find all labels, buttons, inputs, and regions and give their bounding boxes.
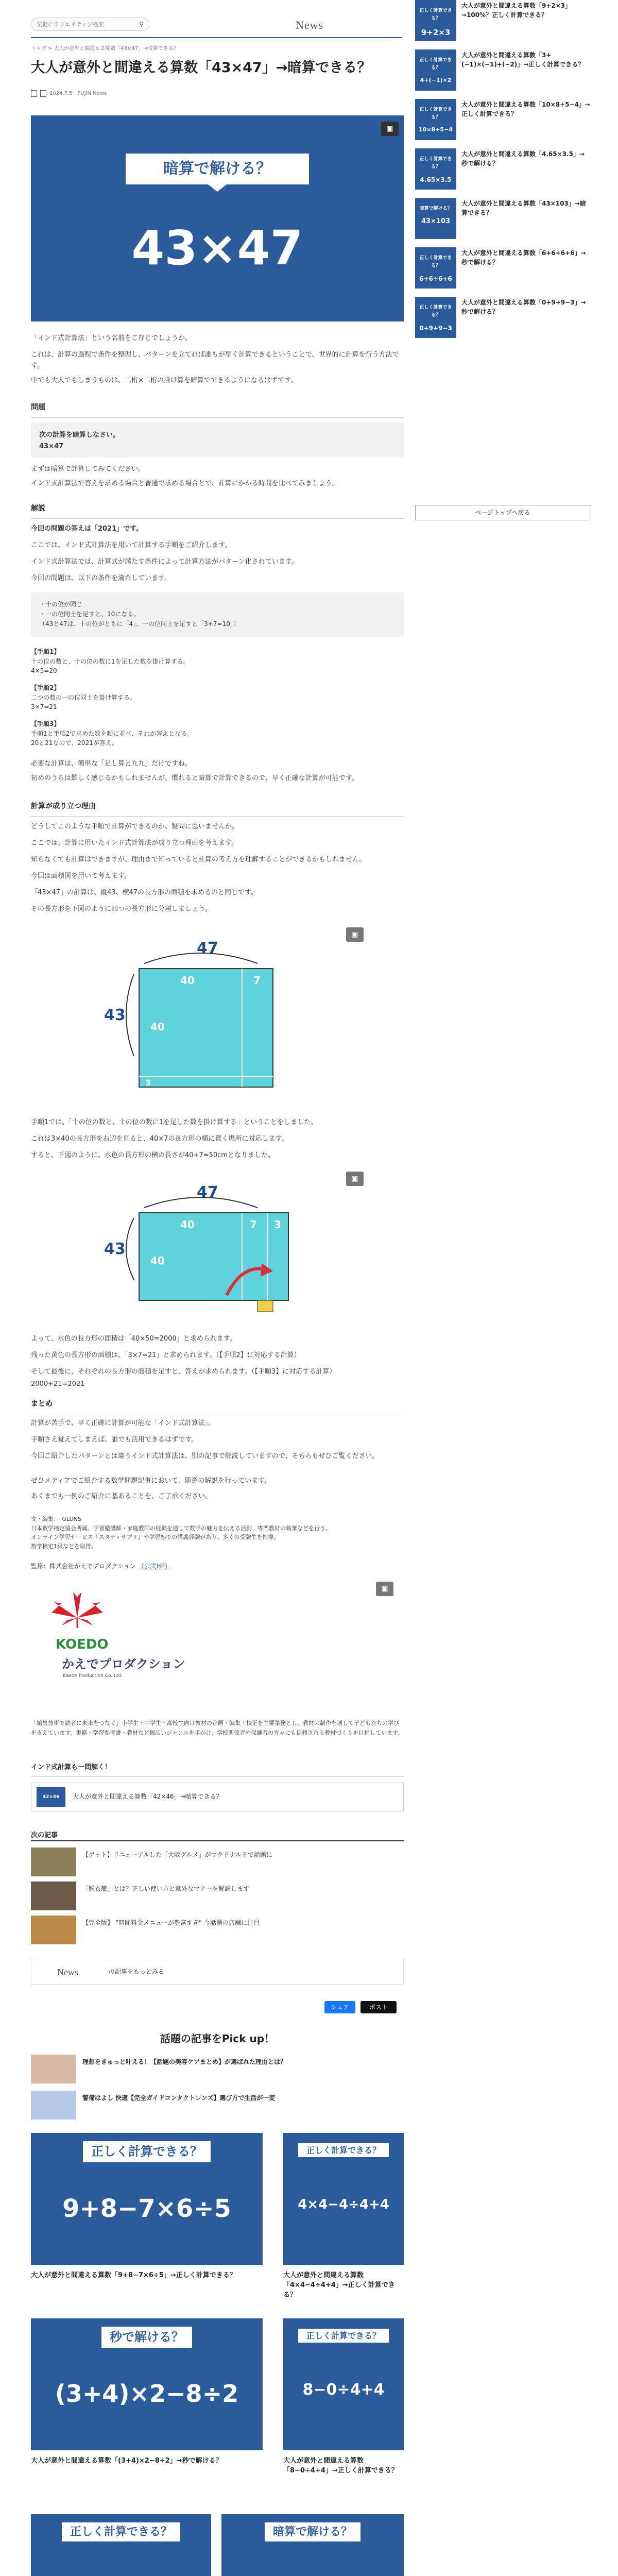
card-5-ribbon: 正しく計算できる？: [62, 2522, 180, 2541]
why-5: 「43×47」の計算は、縦43、横47の長方形の面積を求めるのと同じです。: [31, 889, 258, 896]
step-3-calc: 20と21なので、2021が答え。: [31, 739, 118, 747]
article-title: 大人が意外と間違える算数「43×47」→暗算できる？: [31, 60, 371, 76]
svg-text:43: 43: [104, 1006, 126, 1024]
sidebar-thumb-6: 正しく計算できる？ 6+6÷6+6: [415, 247, 456, 289]
step-3-head: 【手順3】: [31, 720, 60, 727]
area-diagram-1-svg: [31, 922, 404, 1106]
pickup-title-2[interactable]: 警備はよし 快適【完全ガイドコンタクトレンズ】選び方で生活が一変: [82, 2094, 276, 2102]
intro-3: 中でも大人でもしまうものは、二桁×二桁の掛け算を暗算でできるようになるはずです。: [31, 377, 298, 384]
sidebar-thumb-7: 正しく計算できる？ 0+9+9−3: [415, 297, 456, 338]
sidebar-thumb-5: 暗算で解ける？ 43×103: [415, 198, 456, 239]
section-answer: 解説: [31, 503, 404, 519]
svg-text:40: 40: [150, 1255, 165, 1267]
card-4-expr: 8−0÷4+4: [302, 2381, 385, 2399]
pickup-title-1[interactable]: 理想をきゅっと叶える！【話題の美容ケアまとめ】が選ばれた理由とは？: [82, 2058, 287, 2065]
mid-1: 手順1では、「十の位の数と、十の位の数に1を足した数を掛け算する」ということをしました。: [31, 1118, 318, 1126]
step-1: [31, 647, 404, 676]
pickup-item-2[interactable]: [31, 2091, 404, 2120]
svg-text:40: 40: [180, 1218, 195, 1231]
card-3-caption[interactable]: 大人が意外と間違える算数「(3+4)×2−8÷2」→秒で解ける？: [31, 2457, 222, 2465]
section-why: 計算が成り立つ理由: [31, 801, 404, 817]
next-thumb-3: [31, 1916, 76, 1944]
sidebar-item-7[interactable]: [415, 297, 590, 338]
sidebar-item-4[interactable]: [415, 148, 590, 190]
step-2: [31, 683, 404, 712]
svg-text:7: 7: [253, 974, 261, 987]
breadcrumb[interactable]: トップ > 大人が意外と間違える算数「43×47」→暗算できる？: [31, 46, 179, 52]
related-card[interactable]: [31, 1783, 404, 1811]
article-meta: [31, 89, 107, 98]
sidebar-item-6[interactable]: [415, 247, 590, 289]
svg-text:3: 3: [145, 1078, 151, 1088]
card-3-expr: (3+4)×2−8÷2: [55, 2379, 239, 2408]
summary-4: ぜひメディアでご紹介する数学問題記事において、随意の解説を行っています。: [31, 1477, 271, 1485]
sidebar-thumb-3: 正しく計算できる？ 10×8÷5−4: [415, 99, 456, 140]
card-6-expr: [221, 2570, 404, 2576]
next-thumb-2: [31, 1882, 76, 1910]
editor-4: 数学検定1級などを取得。: [31, 1543, 97, 1550]
next-thumb-1: [31, 1848, 76, 1876]
pickup-card-3[interactable]: [31, 2318, 263, 2450]
pickup-thumb-2: [31, 2091, 76, 2120]
mid-2: これは3×40の長方形を右辺を見ると、40×7の長方形の横に置く場所に対応します。: [31, 1135, 288, 1143]
step-1-calc: 4×5=20: [31, 667, 57, 675]
why-6: その長方形を下図のように四つの長方形に分割しましょう。: [31, 905, 212, 913]
sidebar-thumb-4: 正しく計算できる？ 4.65×3.5: [415, 148, 456, 190]
sidebar-title-6[interactable]: 大人が意外と間違える算数「6+6÷6+6」→秒で解ける？: [461, 249, 586, 266]
card-5-expr: [31, 2570, 211, 2576]
card-3-ribbon: 秒で解ける？: [101, 2327, 192, 2348]
related-heading: インド式計算も一問解く！: [31, 1762, 404, 1777]
more-logo: News: [57, 1967, 78, 1977]
page-top-button[interactable]: ページトップへ戻る: [415, 505, 590, 520]
related-thumb: 42×46: [37, 1787, 65, 1807]
summary-1: 計算が苦手で、早く正確に計算が可能な「インド式計算法」。: [31, 1419, 215, 1427]
facebook-share-button[interactable]: シェア: [324, 2001, 355, 2013]
hero-expression: 43×47: [131, 221, 303, 276]
pickup-item-1[interactable]: [31, 2055, 404, 2083]
step-1-body: 十の位の数と、十の位の数に1を足した数を掛け算する。: [31, 657, 190, 665]
editor-1: 文・編集： GLUNS: [31, 1516, 81, 1522]
answer-text-1: ここでは、インド式計算法を用いて計算する手順をご紹介します。: [31, 541, 231, 549]
next-title-1[interactable]: 【ゲット】リニューアルした「大阪グルメ」がマクドナルドで話題に: [82, 1851, 272, 1858]
more-articles-bar[interactable]: [31, 1958, 404, 1985]
after-3: そして最後に、それぞれの長方形の面積を足すと、答えが求められます。（【手順3】に対応する計算）: [31, 1368, 336, 1376]
editor-block: [31, 1515, 404, 1551]
kaede-logo-block: [31, 1582, 404, 1705]
why-2: ここでは、計算に用いたインド式計算法が成り立つ理由を考えます。: [31, 839, 238, 847]
svg-text:KOEDO: KOEDO: [56, 1637, 109, 1652]
svg-text:43: 43: [104, 1240, 126, 1258]
bookmark-icon[interactable]: [31, 90, 37, 97]
step-2-body: 二つの数の一の位同士を掛け算する。: [31, 693, 136, 701]
question-expression: 43×47: [39, 443, 64, 451]
summary-5: あくまでも一例のご紹介に基あることを、ご了承ください。: [31, 1493, 212, 1500]
condition-1: ・十の位が同じ: [39, 601, 83, 608]
card-2-ribbon: 正しく計算できる？: [298, 2143, 389, 2157]
site-logo[interactable]: News: [296, 19, 324, 31]
answer-text-3: 今回の問題は、以下の条件を満たしています。: [31, 574, 171, 582]
mid-3: すると、下図のように、水色の長方形の横の長さが40+7=50cmとなりました。: [31, 1151, 274, 1159]
provider-line: [31, 1561, 404, 1571]
question-label: 次の計算を暗算しなさい。: [39, 431, 120, 439]
summary-3: 今回ご紹介したパターンとは違うインド式計算法は、別の記事で解説していますので、そちらもぜひご覧ください。: [31, 1452, 379, 1460]
step-1-head: 【手順1】: [31, 648, 60, 655]
sidebar-title-7[interactable]: 大人が意外と間違える算数「0+9+9−3」→秒で解ける？: [461, 299, 586, 315]
after-2: 残った黄色の長方形の面積は、「3×7=21」と求められます。（【手順2】に対応する計算）: [31, 1351, 301, 1359]
next-title-2[interactable]: 「脱衣籠」とは？正しい使い方と意外なマナーを解説します: [82, 1885, 250, 1892]
section-summary: まとめ: [31, 1398, 404, 1414]
pickup-thumb-1: [31, 2055, 76, 2083]
provider-name: 監修：株式会社かえでプロダクション: [31, 1563, 136, 1570]
area-diagram-2: [31, 1166, 404, 1321]
card-6-ribbon: 暗算で解ける？: [265, 2522, 360, 2541]
card-4-ribbon: 正しく計算できる？: [298, 2329, 389, 2343]
step-2-calc: 3×7=21: [31, 703, 57, 711]
sidebar-item-5[interactable]: [415, 198, 590, 239]
card-1-expr: 9+8−7×6÷5: [62, 2194, 231, 2223]
kaede-sub: Kaede Production Co.,Ltd.: [63, 1673, 123, 1679]
sidebar-title-2[interactable]: 大人が意外と間違える算数「3+(−1)×(−1)+(−2)」→正しく計算できる？: [461, 52, 585, 68]
sidebar-item-3[interactable]: [415, 99, 590, 140]
sidebar-thumb-1: 正しく計算できる？ 9+2×3: [415, 0, 456, 41]
next-item-1[interactable]: [31, 1848, 404, 1876]
card-1-caption[interactable]: 大人が意外と間違える算数「9+8−7×6÷5」→正しく計算できる？: [31, 2272, 236, 2279]
step-3-body: 手順1と手順2で求めた数を順に並べ、それが答えとなる。: [31, 730, 194, 737]
why-1: どうしてこのような手順で計算ができるのか、疑問に思いませんか。: [31, 823, 239, 831]
after-4: 2000+21=2021: [31, 1380, 85, 1388]
hero-image: [31, 115, 404, 321]
after-1: よって、水色の長方形の面積は「40×50=2000」と求められます。: [31, 1335, 236, 1343]
step-2-head: 【手順2】: [31, 684, 60, 691]
sidebar-thumb-2: 正しく計算できる？ 4+(−1)×2: [415, 49, 456, 91]
question-text-1: まずは暗算で計算してみてください。: [31, 465, 145, 473]
svg-text:40: 40: [180, 974, 195, 987]
sidebar-title-1[interactable]: 大人が意外と間違える算数「9+2×3」→100%？正しく計算できる？: [461, 2, 572, 19]
section-question: 問題: [31, 402, 404, 418]
kaede-name: かえでプロダクション: [62, 1657, 185, 1671]
search-input[interactable]: [37, 21, 139, 28]
camera-icon[interactable]: ▣: [346, 927, 364, 942]
intro-1: 「インド式計算法」という名前をご存じでしょうか。: [31, 334, 192, 342]
pickup-card-4[interactable]: [283, 2318, 404, 2450]
pickup-card-1[interactable]: [31, 2133, 263, 2265]
header-rule: [31, 37, 402, 38]
camera-icon[interactable]: ▣: [346, 1172, 364, 1186]
why-4: 今回は面積図を用いて考えます。: [31, 872, 131, 880]
next-item-3[interactable]: [31, 1916, 404, 1944]
camera-icon[interactable]: ▣: [381, 122, 399, 136]
sidebar-item-2[interactable]: [415, 49, 590, 91]
camera-icon[interactable]: ▣: [376, 1582, 393, 1596]
card-2-expr: 4×4−4÷4+4: [298, 2197, 389, 2213]
area-diagram-1: [31, 922, 404, 1106]
sidebar-title-5[interactable]: 大人が意外と間違える算数「43×103」→暗算できる？: [461, 200, 586, 216]
editor-3: オンライン学習サービス『スタディサプリ』や学習塾での講義経験があり、多くの受験生を指導。: [31, 1534, 280, 1541]
svg-text:47: 47: [197, 1183, 218, 1201]
card-4-caption[interactable]: 大人が意外と間違える算数「8−0÷4+4」→正しく計算できる？: [283, 2457, 398, 2475]
next-title-3[interactable]: 【完全版】 ”時間料金メニューが豊富すぎ” 今話題の店舗に注目: [82, 1919, 260, 1926]
hero-ribbon: 暗算で解ける？: [126, 154, 309, 184]
why-3: 知らなくても計算はできますが、理由まで知っていると計算の考え方を理解することができるかもしれません。: [31, 856, 366, 863]
summary-2: 手順さえ覚えてしまえば、誰でも活用できるはずです。: [31, 1436, 198, 1444]
search-icon[interactable]: ⚲: [139, 20, 144, 28]
answer-tail-1: 必要な計算は、簡単な「足し算と九九」だけですね。: [31, 760, 192, 768]
related-link[interactable]: 大人が意外と間違える算数「42×46」→暗算できる？: [73, 1793, 222, 1800]
x-post-button[interactable]: ポスト: [360, 2001, 397, 2013]
condition-2: ・一の位同士を足すと、10になる。: [39, 611, 140, 618]
card-1-ribbon: 正しく計算できる？: [83, 2141, 211, 2162]
search-box[interactable]: [31, 18, 149, 31]
card-2-caption[interactable]: 大人が意外と間違える算数「4×4−4÷4+4」→正しく計算できる？: [283, 2272, 395, 2299]
next-item-2[interactable]: [31, 1882, 404, 1910]
answer-tail-2: 初めのうちは難しく感じるかもしれませんが、慣れると暗算で計算できるので、早く正確な計算が可能です。: [31, 774, 358, 782]
share-icon[interactable]: [40, 90, 46, 97]
area-diagram-2-svg: [31, 1166, 404, 1321]
sidebar-item-1[interactable]: [415, 0, 590, 41]
svg-text:40: 40: [150, 1021, 165, 1033]
svg-text:47: 47: [197, 939, 218, 957]
step-3: [31, 719, 404, 748]
condition-box: [31, 592, 404, 637]
provider-link[interactable]: （公式HP）: [138, 1563, 171, 1570]
more-articles-label[interactable]: の記事をもっとみる: [109, 1968, 165, 1975]
intro-2: これは、計算の過程で条件を整理し、パターンを立てれば誰もが早く計算できるということで、世界的に計算を行う方法です。: [31, 351, 399, 370]
sidebar-title-3[interactable]: 大人が意外と間違える算数「10×8÷5−4」→正しく計算できる？: [461, 101, 590, 117]
next-heading: 次の記事: [31, 1830, 404, 1841]
editor-2: 日本数学検定協会所属。学習塾講師・家庭教師の経験を通して数学の魅力を伝える活動、専門教材の執筆などを行う。: [31, 1524, 331, 1532]
kaede-description: 「編集技術で読者に未来をつなぐ」小学生・中学生・高校生向け教材の企画・編集・校正を主要業務とし、教材の制作を通して子どもたちの学びを支えています。書籍・学習参考書・教材など幅広いジャンルを手がけ、学校関係者や保護者の方々にも信頼される教材づくりを目指しています。: [31, 1720, 404, 1736]
answer-text-2: インド式計算法では、計算式が満たす条件によって計算方法がパターン化されています。: [31, 558, 298, 566]
pickup-card-5[interactable]: [31, 2514, 211, 2576]
article-date: 2024.7.5 FUJIN News: [49, 91, 107, 96]
svg-text:3: 3: [274, 1218, 281, 1231]
question-text-2: インド式計算法で答えを求める場合と普通で求める場合とで、計算にかかる時間を比べてみましょう。: [31, 480, 339, 487]
condition-3: （43と47は、十の位がともに「4」、一の位同士を足すと「3+7=10」）: [39, 620, 239, 628]
pickup-heading: 話題の記事をPick up！: [160, 2032, 275, 2045]
sidebar-title-4[interactable]: 大人が意外と間違える算数「4.65×3.5」→秒で解ける？: [461, 150, 585, 167]
pickup-card-6[interactable]: [221, 2514, 404, 2576]
svg-text:7: 7: [250, 1218, 257, 1231]
question-box: [31, 422, 404, 457]
pickup-card-2[interactable]: [283, 2133, 404, 2265]
answer-lead: 今回の問題の答えは「2021」です。: [31, 525, 143, 533]
